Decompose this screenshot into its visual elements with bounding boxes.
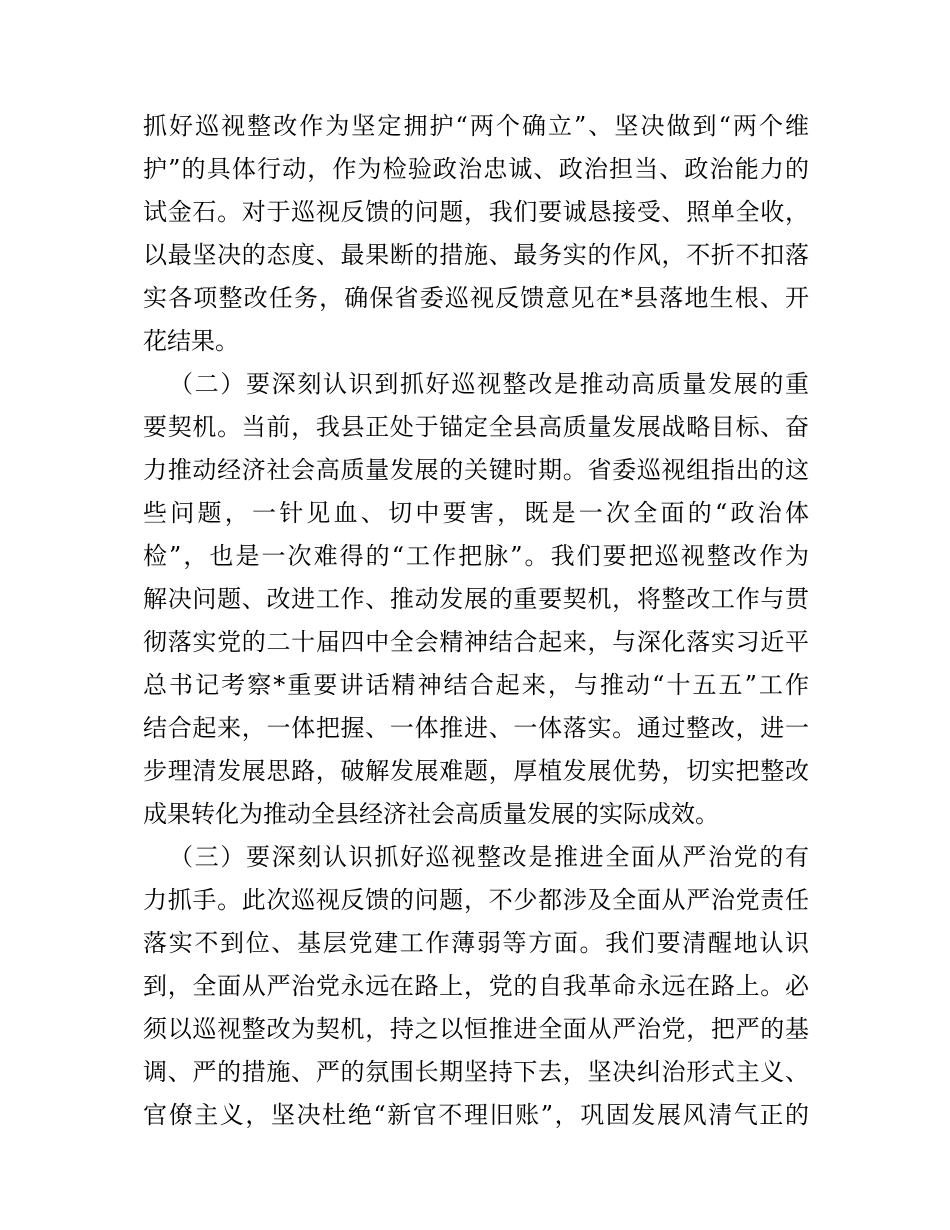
text-line: 结合起来，一体把握、一体推进、一体落实。通过整改，进一 [143,714,809,742]
text-line: 实各项整改任务，确保省委巡视反馈意见在*县落地生根、开 [143,284,809,312]
text-line: 花结果。 [143,327,239,355]
text-line: 成果转化为推动全县经济社会高质量发展的实际成效。 [143,800,719,828]
text-line: 护”的具体行动，作为检验政治忠诚、政治担当、政治能力的 [143,155,809,183]
text-line: 落实不到位、基层党建工作薄弱等方面。我们要清醒地认识 [143,929,809,957]
text-line: 抓好巡视整改作为坚定拥护“两个确立”、坚决做到“两个维 [143,112,809,140]
text-line: 以最坚决的态度、最果断的措施、最务实的作风，不折不扣落 [143,241,809,269]
text-line: 调、严的措施、严的氛围长期坚持下去，坚决纠治形式主义、 [143,1058,809,1086]
text-line: 总书记考察*重要讲话精神结合起来，与推动“十五五”工作 [143,671,809,699]
text-line: 力推动经济社会高质量发展的关键时期。省委巡视组指出的这 [143,456,809,484]
text-line: 彻落实党的二十届四中全会精神结合起来，与深化落实习近平 [143,628,809,656]
text-line: 须以巡视整改为契机，持之以恒推进全面从严治党，把严的基 [143,1015,809,1043]
text-line: 到，全面从严治党永远在路上，党的自我革命永远在路上。必 [143,972,809,1000]
document-page [143,105,809,1137]
paragraph-1 [143,105,809,363]
text-line: （三）要深刻认识抓好巡视整改是推进全面从严治党的有 [169,843,809,871]
text-line: 官僚主义，坚决杜绝“新官不理旧账”，巩固发展风清气正的 [143,1101,809,1129]
text-line: 步理清发展思路，破解发展难题，厚植发展优势，切实把整改 [143,757,809,785]
text-line: 试金石。对于巡视反馈的问题，我们要诚恳接受、照单全收， [143,198,809,226]
paragraph-3 [143,836,809,1137]
text-line: 些问题，一针见血、切中要害，既是一次全面的“政治体 [143,499,809,527]
text-line: 力抓手。此次巡视反馈的问题，不少都涉及全面从严治党责任 [143,886,809,914]
text-line: （二）要深刻认识到抓好巡视整改是推动高质量发展的重 [169,370,809,398]
text-line: 检”，也是一次难得的“工作把脉”。我们要把巡视整改作为 [143,542,809,570]
text-line: 要契机。当前，我县正处于锚定全县高质量发展战略目标、奋 [143,413,809,441]
paragraph-2 [143,363,809,836]
text-line: 解决问题、改进工作、推动发展的重要契机，将整改工作与贯 [143,585,809,613]
